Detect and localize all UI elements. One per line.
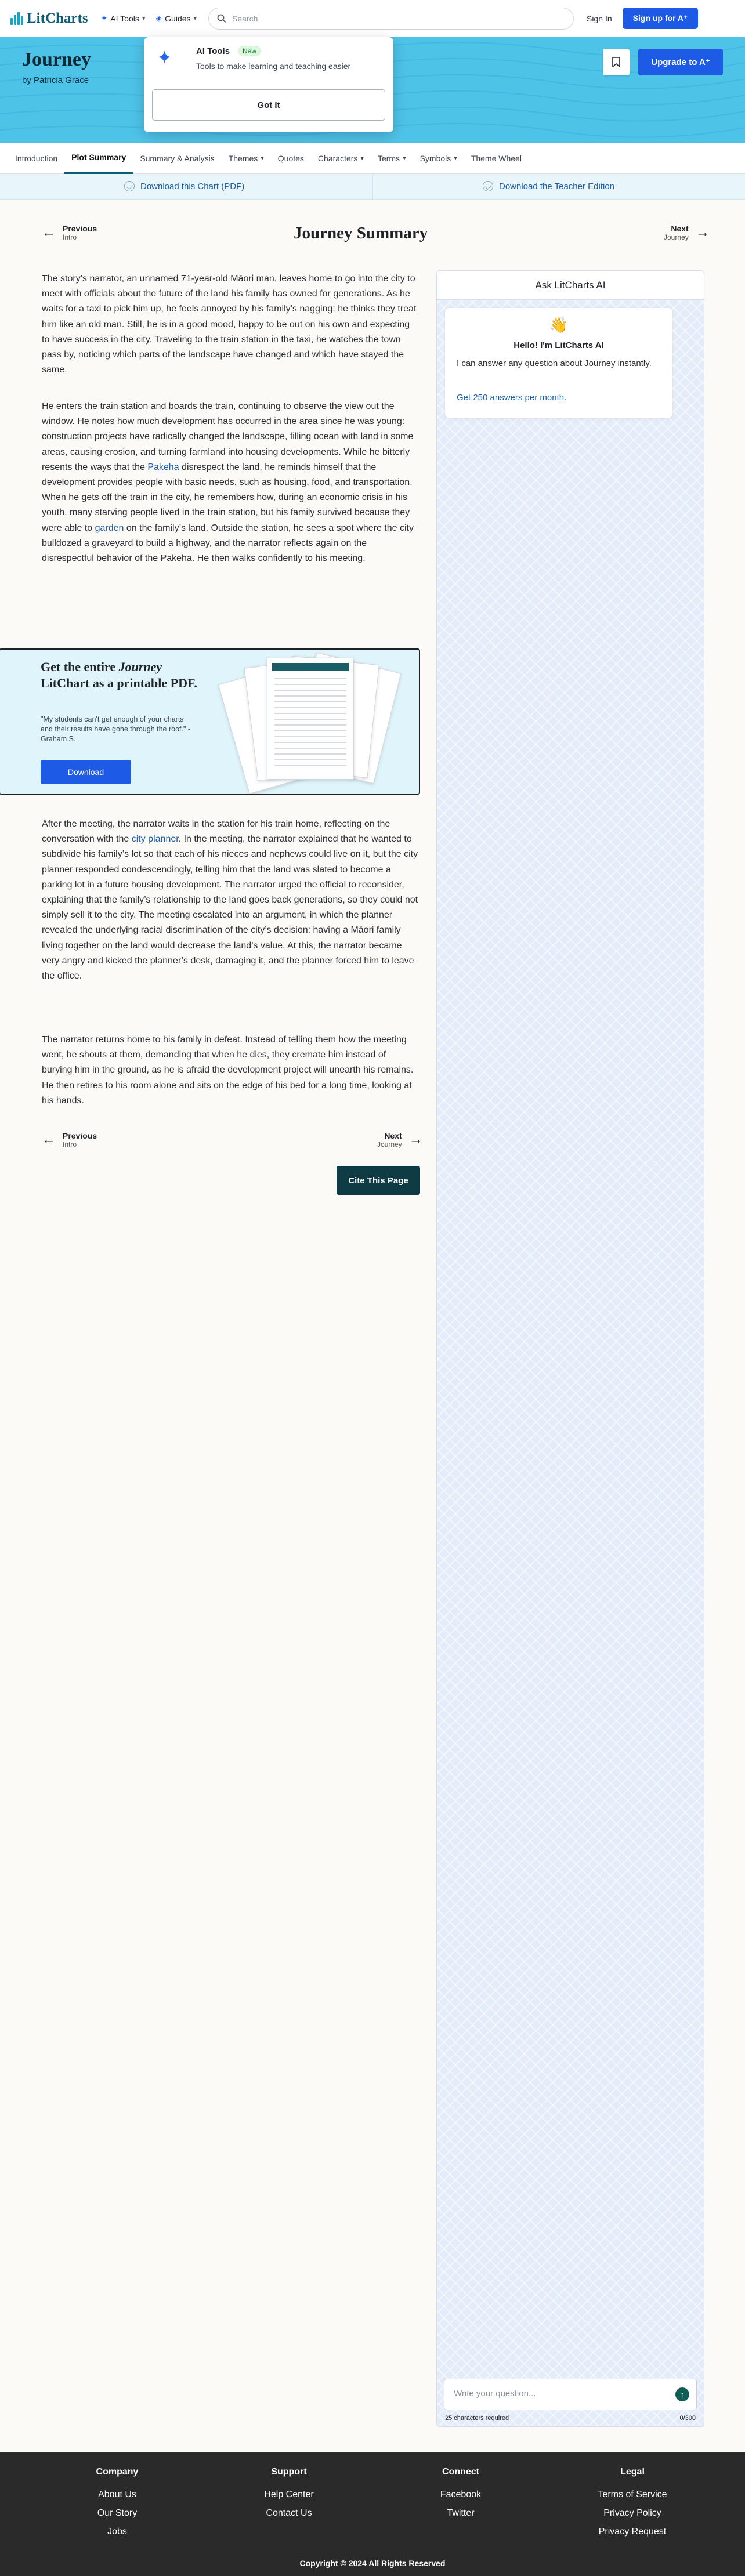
cite-this-page-button[interactable]: Cite This Page [337, 1166, 420, 1195]
promo-download-button[interactable]: Download [41, 760, 131, 784]
footer-heading: Company [96, 2467, 139, 2477]
footer-link[interactable]: About Us [98, 2490, 136, 2499]
next-link-bottom[interactable] [377, 1131, 423, 1148]
next-link-top[interactable] [664, 224, 710, 241]
chevron-down-icon: ▾ [142, 15, 146, 22]
sparkles-icon: ✦ [157, 47, 172, 68]
footer-link[interactable]: Help Center [264, 2490, 314, 2499]
footer-link[interactable]: Terms of Service [598, 2490, 667, 2499]
footer-link[interactable]: Twitter [447, 2508, 475, 2518]
bookmark-button[interactable] [603, 49, 630, 75]
download-icon [483, 181, 493, 191]
guides-label: Guides [165, 13, 191, 23]
site-footer [0, 2452, 745, 2576]
download-chart-label: Download this Chart (PDF) [140, 181, 245, 191]
text: Get the entire [41, 660, 119, 674]
copyright: Copyright © 2024 All Rights Reserved [299, 2559, 446, 2568]
divider [372, 174, 373, 200]
tab-summary-analysis[interactable] [133, 143, 221, 174]
download-teacher-label: Download the Teacher Edition [499, 181, 615, 191]
tab-label: Characters [317, 153, 358, 163]
tab-label: Plot Summary [71, 153, 126, 162]
tab-terms[interactable] [371, 143, 413, 174]
city-planner-link[interactable]: city planner [131, 834, 179, 845]
ai-greeting: Hello! I'm LitCharts AI [513, 340, 604, 350]
bookmark-icon [612, 57, 620, 67]
tab-introduction[interactable] [8, 143, 64, 174]
text: He enters the train station and boards the train, continuing to observe the view out the window. He notes how much development has occurred in the area since he was young: construction projects have radically changed the landscape, filling ocean with land in some areas, causing erosion, and turning farmland into housing developments. While he bitterly resents the ways that the [42, 401, 414, 472]
ai-tools-popover [144, 37, 393, 132]
pdf-preview-page-front [267, 658, 354, 780]
next-sub: Journey [664, 233, 689, 241]
book-author: by Patricia Grace [22, 75, 89, 85]
sign-in-link[interactable]: Sign In [587, 13, 612, 23]
chevron-down-icon: ▾ [454, 155, 457, 162]
send-arrow-icon[interactable]: ↑ [675, 2387, 689, 2401]
download-icon [124, 181, 135, 191]
footer-column-company [59, 2467, 175, 2541]
litcharts-logo[interactable] [10, 10, 88, 27]
next-label: Next [384, 1131, 402, 1140]
ai-tools-label: AI Tools [110, 13, 139, 23]
footer-link[interactable]: Jobs [107, 2527, 127, 2537]
tab-label: Theme Wheel [471, 153, 522, 163]
text: After the meeting, the narrator waits in the station for his train home, reflecting on the conversation with the [42, 819, 390, 845]
arrow-right-icon: → [408, 1132, 423, 1147]
guides-icon: ◈ [155, 13, 162, 23]
tab-quotes[interactable] [271, 143, 311, 174]
footer-link[interactable]: Our Story [97, 2508, 138, 2518]
summary-paragraph-2 [42, 399, 419, 566]
tab-themes[interactable] [222, 143, 271, 174]
chevron-down-icon: ▾ [261, 155, 264, 162]
download-teacher-link[interactable] [483, 181, 614, 191]
previous-sub: Intro [63, 233, 77, 241]
upgrade-button[interactable]: Upgrade to A⁺ [638, 49, 723, 75]
previous-sub: Intro [63, 1140, 77, 1148]
tab-label: Symbols [419, 153, 451, 163]
footer-column-connect [403, 2467, 519, 2523]
arrow-left-icon: ← [42, 1132, 56, 1147]
logo-bars-icon [10, 12, 23, 25]
pakeha-link[interactable]: Pakeha [147, 462, 179, 472]
question-input[interactable] [454, 2389, 663, 2399]
text: . In the meeting, the narrator explained that he wanted to subdivide his family’s lot so that each of his nieces and nephews could live on it, but the city planner responded condescendingly, telling him that the land was slated to become a parking lot in a future housing development. The narrator urged the official to reconsider, explaining that the family’s relationship to the land goes back generations, so they could not simply sell it to the city. The meeting escalated into an argument, in which the planner revealed the underlying racial discrimination of the city’s decision: having a Māori family living together on the land would decrease the land’s value. At this, the narrator became very angry and kicked the planner’s desk, damaging it, and the planner forced him to leave the office. [42, 834, 418, 981]
arrow-right-icon: → [695, 224, 710, 240]
footer-column-support [231, 2467, 347, 2523]
search-bar[interactable] [208, 8, 574, 30]
footer-link[interactable]: Facebook [440, 2490, 482, 2499]
search-icon [217, 14, 226, 23]
previous-link-bottom[interactable] [42, 1131, 97, 1148]
download-chart-link[interactable] [124, 181, 244, 191]
search-placeholder: Search [232, 13, 258, 23]
summary-paragraph-4: The narrator returns home to his family in defeat. Instead of telling them how the meeting went, he shouts at them, demanding that when he dies, they cremate him instead of burying him in the ground, as he is afraid the development project will unearth his remains. He then retires to his room alone and sits on the edge of his bed for a long time, looking at his hands. [42, 1035, 414, 1106]
text: Journey [118, 660, 162, 674]
ai-greeting-card [445, 308, 672, 418]
guide-tabs [0, 143, 745, 174]
footer-link[interactable]: Privacy Request [598, 2527, 667, 2537]
ai-sidebar [436, 270, 704, 2427]
pdf-promo [0, 648, 420, 795]
previous-label: Previous [63, 224, 97, 233]
page-title: Journey Summary [294, 224, 428, 242]
new-badge: New [238, 46, 261, 56]
summary-paragraph-3 [42, 817, 419, 984]
tab-characters[interactable] [311, 143, 371, 174]
question-box [444, 2379, 697, 2410]
ai-description: I can answer any question about Journey instantly. [457, 358, 652, 368]
sign-up-button[interactable]: Sign up for A⁺ [623, 8, 699, 29]
book-title: Journey [22, 49, 91, 70]
waving-hand-icon: 👋 [549, 316, 569, 334]
chevron-down-icon: ▾ [403, 155, 406, 162]
tab-label: Themes [228, 153, 258, 163]
tab-plot-summary[interactable] [64, 143, 133, 174]
popover-subtitle: Tools to make learning and teaching easier [196, 61, 351, 71]
arrow-left-icon: ← [42, 224, 56, 240]
testimonial: "My students can't get enough of your charts and their results have gone through the roof." -Graham S. [41, 715, 191, 743]
tab-label: Quotes [277, 153, 304, 163]
tab-symbols[interactable] [413, 143, 464, 174]
text: LitChart as a printable PDF. [41, 676, 197, 690]
tab-label: Introduction [15, 153, 58, 163]
next-label: Next [671, 224, 689, 233]
next-sub: Journey [377, 1140, 402, 1148]
summary-paragraph-1: The story’s narrator, an unnamed 71-year-old Māori man, leaves home to go into the city to meet with officials about the future of the land his family has owned for generations. As he waits for a taxi to pick him up, he feels annoyed by his family’s nagging: he thinks they treat him like an old man. Still, he is in a good mood, happy to be out on his own and expecting to have success in the city. Traveling to the train station in the taxi, he watches the town pass by, noticing which parts of the landscape have changed and which have stayed the same. [42, 274, 417, 375]
get-answers-link[interactable]: Get 250 answers per month. [457, 393, 567, 403]
footer-column-legal [574, 2467, 690, 2541]
footer-heading: Legal [620, 2467, 645, 2477]
tab-label: Terms [377, 153, 400, 163]
got-it-button[interactable]: Got It [152, 89, 385, 121]
popover-title: AI Tools [196, 46, 230, 56]
chevron-down-icon: ▾ [193, 15, 197, 22]
tab-label: Summary & Analysis [140, 153, 215, 163]
text: disrespect the land, he reminds himself that the development provides people with basic needs, such as housing, food, and transportation. When he gets off the train in the city, he remembers how, during an economic crisis in his youth, many starving people lived in the train station, but his family survived because they were able to [42, 462, 413, 533]
tab-theme-wheel[interactable] [464, 143, 529, 174]
previous-label: Previous [63, 1131, 97, 1140]
download-bar [0, 174, 745, 200]
promo-heading [41, 659, 197, 691]
sparkle-icon: ✦ [100, 13, 108, 23]
footer-heading: Connect [442, 2467, 479, 2477]
character-count: 0/300 [679, 2415, 696, 2422]
guides-dropdown[interactable] [155, 13, 197, 23]
previous-link-top[interactable] [42, 224, 97, 241]
garden-link[interactable]: garden [95, 523, 124, 533]
top-nav [0, 0, 745, 37]
footer-link[interactable]: Privacy Policy [603, 2508, 661, 2518]
logo-text: LitCharts [27, 10, 88, 26]
sidebar-title: Ask LitCharts AI [437, 271, 704, 300]
footer-heading: Support [271, 2467, 307, 2477]
character-requirement: 25 characters required [445, 2415, 509, 2422]
text: on the family’s land. Outside the station, he sees a spot where the city bulldozed a graveyard to build a highway, and the narrator reflects again on the disrespectful behavior of the Pakeha. He then walks confidently to his meeting. [42, 523, 414, 564]
ai-tools-dropdown[interactable] [101, 13, 146, 23]
chevron-down-icon: ▾ [360, 155, 364, 162]
footer-link[interactable]: Contact Us [266, 2508, 312, 2518]
